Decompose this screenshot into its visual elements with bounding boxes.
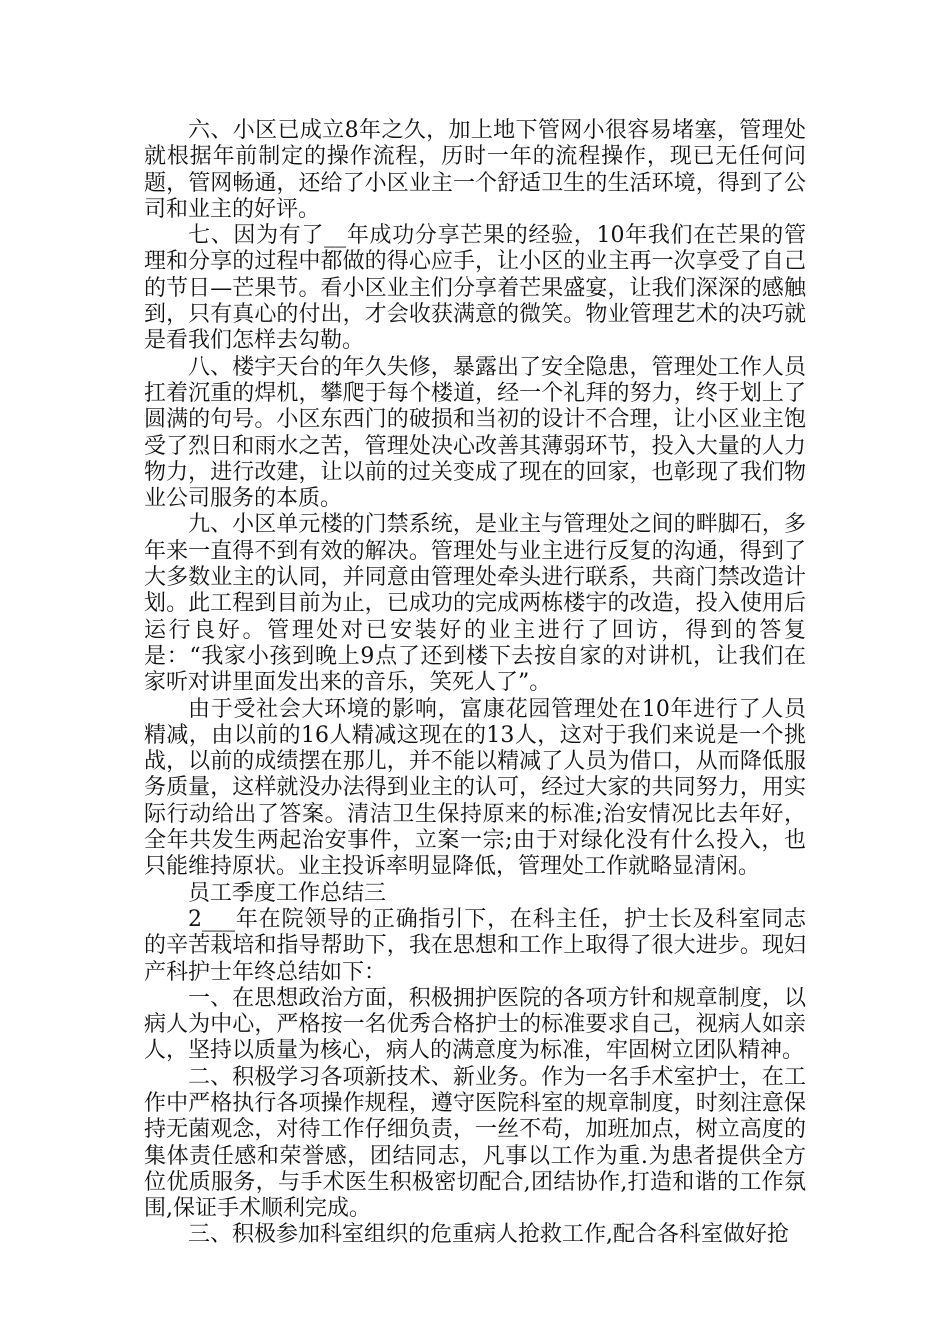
paragraph-rescue: 三、积极参加科室组织的危重病人抢救工作,配合各科室做好抢 [188,1222,789,1248]
paragraph-9-access-control: 九、小区单元楼的门禁系统，是业主与管理处之间的畔脚石，多年来一直得不到有效的解决。管理处与业主进行反复的沟通，得到了大多数业主的认同，并同意由管理处牵头进行联系，共商门禁改造计划。此工程到目前为止，已成功的完成两栋楼宇的改造，投入使用后运行良好。管理处对已安装好的业主进行了回访，得到的答复是：“我家小孩到晚上9点了还到楼下去按自家的对讲机，让我们在家听对讲里面发出来的音乐，笑死人了”。 [144,512,806,696]
section-heading: 员工季度工作总结三 [188,880,387,906]
paragraph-staff-reduction: 由于受社会大环境的影响，富康花园管理处在10年进行了人员精减，由以前的16人精减这现在的13人，这对于我们来说是一个挑战，以前的成绩摆在那儿，并不能以精减了人员为借口，从而降低服务质量，这样就没办法得到业主的认可，经过大家的共同努力，用实际行动给出了答案。清洁卫生保持原来的标准;治安情况比去年好，全年共发生两起治安事件，立案一宗;由于对绿化没有什么投入，也只能维持原状。业主投诉率明显降低，管理处工作就略显清闲。 [144,696,806,880]
paragraph-intro: 2___年在院领导的正确指引下，在科主任，护士长及科室同志的辛苦栽培和指导帮助下，我在思想和工作上取得了很大进步。现妇产科护士年终总结如下： [144,906,806,985]
paragraph-8-rooftop-repair: 八、楼宇天台的年久失修，暴露出了安全隐患，管理处工作人员扛着沉重的焊机，攀爬于每个楼道，经一个礼拜的努力，终于划上了圆满的句号。小区东西门的破损和当初的设计不合理，让小区业主饱受了烈日和雨水之苦，管理处决心改善其薄弱环节，投入大量的人力物力，进行改建，让以前的过关变成了现在的回家，也彰现了我们物业公司服务的本质。 [144,354,806,512]
paragraph-7-mango-festival: 七、因为有了__年成功分享芒果的经验，10年我们在芒果的管理和分享的过程中都做的得心应手，让小区的业主再一次享受了自己的节日—芒果节。看小区业主们分享着芒果盛宴，让我们深深的感触到，只有真心的付出，才会收获满意的微笑。物业管理艺术的决巧就是看我们怎样去勾勒。 [144,223,806,354]
paragraph-political: 一、在思想政治方面，积极拥护医院的各项方针和规章制度，以病人为中心，严格按一名优秀合格护士的标准要求自己，视病人如亲人，坚持以质量为核心，病人的满意度为标准，牢固树立团队精神。 [144,985,806,1064]
document-body [144,118,806,1249]
paragraph-6-pipe-network: 六、小区已成立8年之久，加上地下管网小很容易堵塞，管理处就根据年前制定的操作流程，历时一年的流程操作，现已无任何问题，管网畅通，还给了小区业主一个舒适卫生的生活环境，得到了公司和业主的好评。 [144,118,806,222]
paragraph-learning: 二、积极学习各项新技术、新业务。作为一名手术室护士，在工作中严格执行各项操作规程，遵守医院科室的规章制度，时刻注意保持无菌观念，对待工作仔细负责，一丝不苟，加班加点，树立高度的集体责任感和荣誉感，团结同志，凡事以工作为重.为患者提供全方位优质服务，与手术医生积极密切配合,团结协作,打造和谐的工作氛围,保证手术顺利完成。 [144,1064,806,1222]
